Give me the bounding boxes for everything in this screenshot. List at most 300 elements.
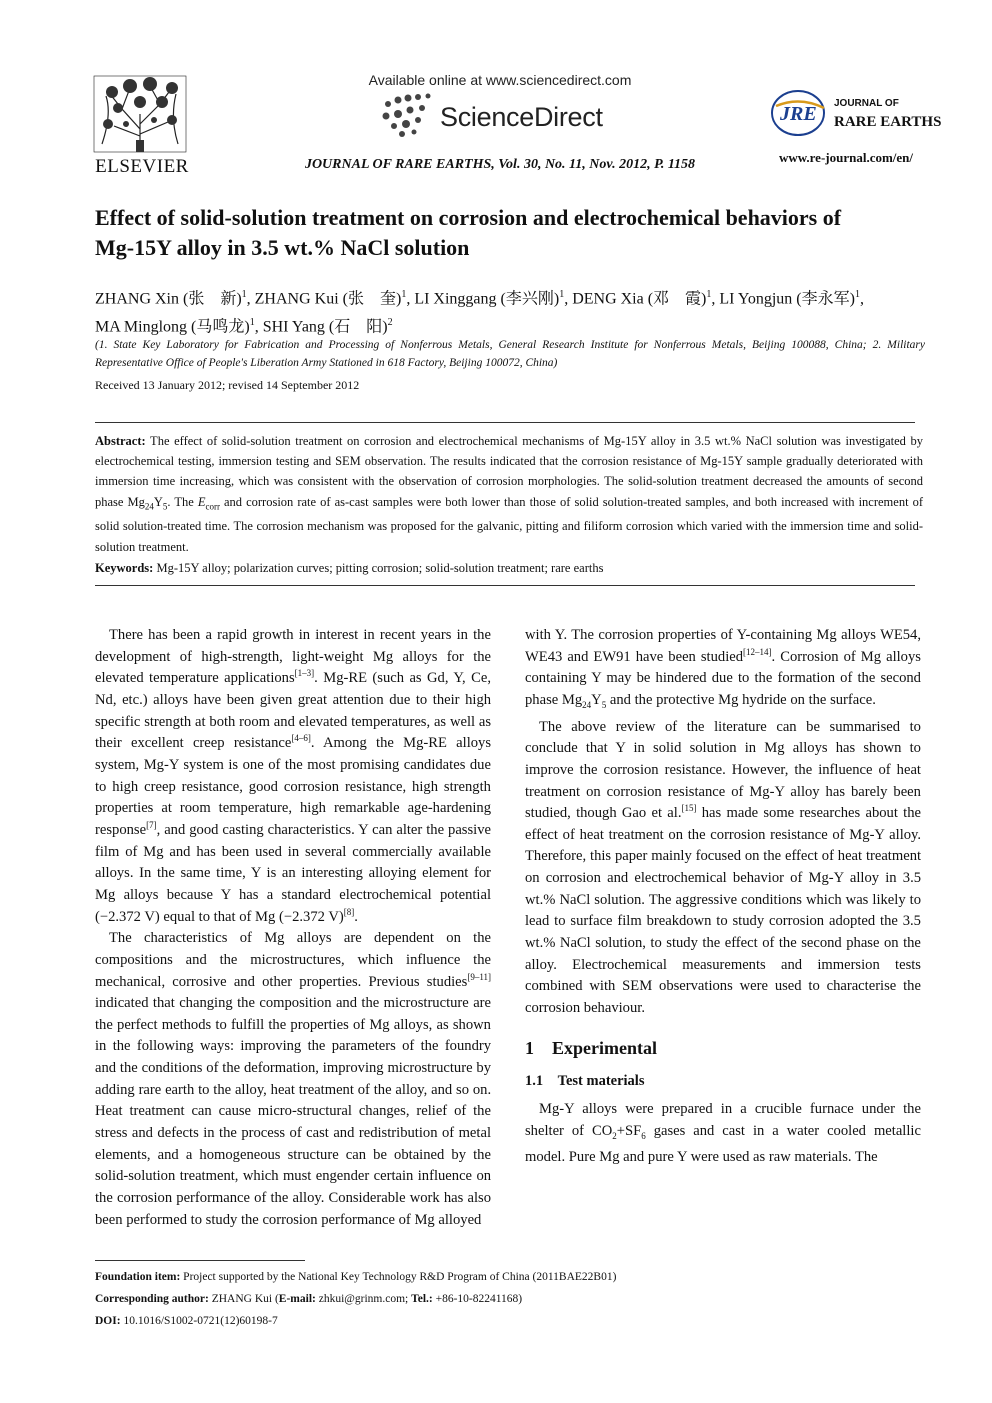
body-text: study <box>205 1211 238 1228</box>
body-text: of <box>720 627 733 643</box>
body-text <box>447 735 456 751</box>
body-text: Mg-Y <box>749 783 785 800</box>
body-text: good <box>248 778 278 795</box>
body-text: cause <box>218 1103 252 1120</box>
body-text: treatment <box>608 826 664 843</box>
body-paragraph <box>525 1099 921 1169</box>
body-text: about <box>865 805 898 822</box>
body-text <box>227 930 239 946</box>
body-text: et <box>651 805 663 822</box>
body-text: performance <box>176 1190 251 1207</box>
body-text: alloys <box>886 648 921 665</box>
body-text: obtained <box>394 1146 445 1163</box>
body-text: and <box>273 713 295 730</box>
body-text: the <box>222 1060 241 1077</box>
body-text: in <box>744 740 757 757</box>
body-text: lead <box>525 913 550 930</box>
body-text: fulfill <box>230 1016 265 1033</box>
body-text: mechanical, <box>95 973 166 990</box>
body-text <box>400 800 408 816</box>
body-text: water <box>786 1122 820 1139</box>
body-text <box>345 952 358 968</box>
body-text <box>681 740 689 756</box>
body-text: The <box>648 891 672 908</box>
body-text: V) <box>144 908 160 925</box>
body-text: the <box>778 935 797 952</box>
body-text: creep <box>192 735 225 752</box>
body-text: were <box>625 1101 654 1118</box>
body-text: homogeneous <box>199 1146 281 1163</box>
body-text: by <box>476 1060 491 1077</box>
body-text: well <box>449 713 476 730</box>
author-affiliation-marker: 2 <box>387 317 393 329</box>
body-text <box>768 978 775 994</box>
body-text: properties <box>95 800 154 817</box>
body-text <box>367 735 376 751</box>
body-text: an <box>281 865 296 882</box>
footnote-text: +86-10-82241168) <box>432 1293 523 1305</box>
body-text: room <box>179 800 211 817</box>
body-text: influence <box>406 951 461 968</box>
body-text: corrosive <box>172 973 227 990</box>
body-text: Mg-Y <box>143 756 179 773</box>
body-text: The <box>539 718 562 735</box>
keywords <box>95 561 923 576</box>
body-text <box>326 800 334 816</box>
body-text: phase <box>525 691 559 708</box>
body-text <box>747 1101 755 1117</box>
body-text: SEM <box>622 978 653 995</box>
citation-ref: [4–6] <box>291 733 311 744</box>
body-text: the <box>903 935 921 952</box>
body-text: alloy, <box>395 1081 428 1098</box>
citation-ref: [8] <box>343 906 355 917</box>
body-text: wt.% <box>525 935 556 952</box>
body-text: corrosion <box>606 783 662 800</box>
body-text: resistance, <box>181 778 243 795</box>
footnote-text: ZHANG Kui ( <box>208 1293 279 1305</box>
body-text <box>231 887 239 903</box>
author-affiliation-marker: 1 <box>559 289 565 300</box>
body-text: on <box>446 930 461 947</box>
body-text <box>713 1101 721 1117</box>
body-text: hindered <box>655 670 707 687</box>
body-text: summarised <box>829 718 901 735</box>
doi-link[interactable]: 10.1016/S1002-0721(12)60198-7 <box>120 1315 278 1327</box>
body-text: and <box>169 843 191 860</box>
body-text: +SF <box>616 1122 642 1139</box>
body-text: protective <box>656 691 715 708</box>
body-text: the <box>473 1146 491 1163</box>
body-text <box>179 1147 186 1163</box>
body-text: the <box>857 670 876 687</box>
body-text: of <box>821 848 834 865</box>
author-separator: , <box>254 318 263 336</box>
jre-logo-line2: RARE EARTHS <box>834 114 942 130</box>
body-text: same <box>180 865 211 882</box>
body-text: The <box>854 1149 878 1166</box>
divider <box>95 422 915 423</box>
subsection-heading: 1.1 Test materials <box>525 1073 645 1090</box>
body-text: the <box>240 1211 259 1228</box>
body-text: of <box>832 826 845 843</box>
body-text: Therefore, <box>525 848 587 865</box>
body-text: of <box>125 843 138 860</box>
body-text: studied <box>700 648 744 665</box>
body-text <box>557 957 572 973</box>
body-text: Mg <box>414 1211 435 1228</box>
body-text: and <box>567 648 589 665</box>
body-text: alloys <box>582 1101 618 1118</box>
body-text <box>184 735 193 751</box>
body-text: improving <box>240 1038 302 1055</box>
subscript: 5 <box>601 699 607 710</box>
author-list <box>95 283 925 340</box>
body-text: due <box>389 691 411 708</box>
body-text: . <box>771 648 776 665</box>
body-column-right <box>525 625 921 1169</box>
body-text: effect <box>525 826 558 843</box>
body-text: the <box>903 805 922 822</box>
body-text: model. <box>525 1149 566 1166</box>
body-text: age-hardening <box>407 800 492 817</box>
body-text: researches <box>799 805 861 822</box>
body-text <box>645 740 653 756</box>
body-text: as <box>478 713 492 730</box>
body-text: The <box>109 930 132 947</box>
available-online-text: Available online at www.sciencedirect.com <box>368 72 632 88</box>
body-text <box>364 649 373 665</box>
body-text: effect <box>784 848 818 865</box>
body-text: corrosion <box>710 826 766 843</box>
body-text: of <box>402 1038 415 1055</box>
body-text: of <box>454 1103 467 1120</box>
body-text: studies <box>426 973 468 990</box>
body-text: resistance. <box>664 761 726 778</box>
body-text: treatment, <box>179 1168 239 1185</box>
body-text <box>192 649 201 665</box>
body-paragraph <box>95 625 491 928</box>
body-text: prepared <box>661 1101 713 1118</box>
body-text: though <box>576 805 617 822</box>
body-text: Mg <box>372 648 394 665</box>
body-text: raw <box>768 1149 791 1166</box>
body-text <box>273 887 281 903</box>
body-text <box>900 719 910 735</box>
body-text: corrosion <box>117 1190 173 1207</box>
body-text: has <box>835 740 856 757</box>
body-text: alloyed <box>438 1211 482 1228</box>
body-text: . <box>314 670 318 687</box>
body-text: specific <box>95 713 141 730</box>
citation-ref: [1–3] <box>294 668 315 679</box>
body-text <box>420 974 427 990</box>
body-text: the <box>426 821 445 838</box>
body-text <box>464 649 473 665</box>
body-text: (such <box>372 670 405 687</box>
body-text: changing <box>179 995 233 1012</box>
body-text: because <box>166 886 213 903</box>
body-text: alloys <box>123 886 159 903</box>
body-text: elements, <box>95 1146 151 1163</box>
body-text <box>151 1147 158 1163</box>
body-text <box>252 930 264 946</box>
body-text <box>737 740 745 756</box>
body-text: Y <box>591 670 602 687</box>
body-text: solution <box>689 740 737 757</box>
body-text: high-strength, <box>201 648 283 665</box>
body-text: attention <box>332 691 384 708</box>
body-text: a <box>185 1146 193 1163</box>
abstract-text: . The <box>167 494 198 509</box>
body-text: have <box>193 691 222 708</box>
body-text: deformation, <box>243 1060 319 1077</box>
body-text: which <box>242 1168 279 1185</box>
body-text: the <box>473 930 491 947</box>
body-text: Mg-Y <box>849 826 885 843</box>
body-text <box>207 952 220 968</box>
author-name: MA Minglong (马鸣龙) <box>95 318 250 336</box>
body-text: the <box>361 995 380 1012</box>
body-text: certain <box>373 1168 414 1185</box>
body-text: corrosion <box>283 778 340 795</box>
body-text: and <box>185 951 207 968</box>
body-text <box>122 735 131 751</box>
body-text: of <box>571 1122 585 1139</box>
body-text <box>115 887 123 903</box>
body-text: shown <box>452 1016 491 1033</box>
body-text: heat <box>579 826 604 843</box>
body-text: Y <box>615 740 626 757</box>
body-text: light-weight <box>292 648 364 665</box>
body-text: redistribution <box>358 1125 438 1142</box>
body-text <box>667 957 682 973</box>
body-text: properties. <box>299 973 362 990</box>
body-text: Heat <box>95 1103 123 1120</box>
body-text: Considerable <box>328 1190 406 1207</box>
body-text <box>646 1123 654 1139</box>
body-text: influence <box>417 1168 473 1185</box>
body-text: measurements <box>682 956 766 973</box>
author-separator: , <box>406 290 415 308</box>
body-text: Mg <box>718 691 739 708</box>
body-text: growth <box>252 627 294 643</box>
body-text: treatment <box>298 1081 354 1098</box>
body-text: second <box>880 670 921 687</box>
body-text <box>819 1123 827 1139</box>
keywords-label: Keywords: <box>95 561 154 575</box>
body-text: of <box>268 756 281 773</box>
body-text: paper <box>614 848 648 865</box>
body-text <box>172 800 180 816</box>
body-text: metal <box>458 1125 491 1142</box>
author-affiliation-marker: 1 <box>401 289 407 300</box>
author-name: LI Xinggang (李兴刚) <box>414 290 560 308</box>
body-text: years <box>420 627 452 643</box>
body-text <box>170 649 179 665</box>
body-text: following <box>136 1038 194 1055</box>
body-text: characteristics. <box>267 821 355 838</box>
body-text: treatment <box>865 848 922 865</box>
journal-url[interactable]: www.re-journal.com/en/ <box>778 150 914 165</box>
body-text: alloys <box>296 930 332 947</box>
body-text: the <box>473 648 492 665</box>
abstract <box>95 431 923 557</box>
body-text: dependent <box>374 930 434 947</box>
body-text: as <box>409 670 422 687</box>
body-text: some <box>763 805 795 822</box>
body-text: characterise <box>826 978 897 995</box>
body-text: tests <box>895 956 921 973</box>
body-text <box>212 1103 219 1119</box>
body-text: Y-containing <box>736 627 812 643</box>
body-text: casting <box>222 821 264 838</box>
ecorr-symbol: E <box>197 494 206 509</box>
body-text: corrosion <box>262 1211 318 1228</box>
body-text: treatment <box>525 783 581 800</box>
body-text: Y <box>591 691 602 708</box>
body-text: under <box>861 1101 895 1118</box>
author-name: ZHANG Kui (张 奎) <box>254 290 402 308</box>
body-text: parameters <box>331 1038 396 1055</box>
body-text: time, <box>216 865 246 882</box>
body-text: cooled <box>827 1122 866 1139</box>
body-text: Mg-RE <box>323 670 367 687</box>
footnote-label: Foundation item: <box>95 1271 181 1283</box>
body-text: the <box>473 1103 491 1120</box>
body-text <box>655 719 665 735</box>
body-text: the <box>880 913 898 930</box>
body-text: on <box>744 848 760 865</box>
body-text: formation <box>777 670 836 687</box>
body-text <box>562 719 572 735</box>
body-text: temperature <box>149 670 219 687</box>
body-text: to <box>909 718 921 735</box>
body-text: Mg-Y <box>808 870 844 887</box>
body-text: great <box>297 691 328 708</box>
body-text: al. <box>667 805 682 822</box>
body-text: heat <box>896 761 921 778</box>
body-text: was <box>845 891 869 908</box>
body-text: adding <box>95 1081 135 1098</box>
body-text <box>828 740 836 756</box>
body-text: the <box>903 978 921 995</box>
body-text: alloys <box>841 627 876 643</box>
body-text: a <box>266 886 274 903</box>
body-text: also <box>467 1190 492 1207</box>
body-text: of <box>843 648 856 665</box>
body-text: equal <box>163 908 195 925</box>
body-text: may <box>606 670 632 687</box>
email-link[interactable]: zhkui@grinm.com; <box>315 1293 412 1305</box>
body-text: the <box>686 718 705 735</box>
body-text: of <box>398 1211 411 1228</box>
body-text: a <box>205 627 212 643</box>
body-text: Y. <box>554 627 568 643</box>
body-text: their <box>432 691 460 708</box>
body-text: alloys <box>402 648 438 665</box>
body-text: the <box>579 761 598 778</box>
body-text: metallic <box>873 1122 921 1139</box>
body-text: the <box>634 691 653 708</box>
body-text: on <box>586 783 601 800</box>
body-text <box>460 952 473 968</box>
body-text: has <box>196 843 216 860</box>
body-text: and <box>157 1146 179 1163</box>
body-text: to <box>415 691 428 708</box>
body-text: phase <box>846 935 880 952</box>
abstract-text: The effect of solid-solution treatment on corrosion and electrochemical mechanisms of Mg-15Y alloy in 3.5 wt.% NaCl solution was investigated by electrochemical testing, immersion testing and SEM observation. The results indicated that the corrosion resistance of Mg-15Y sample gradually deteriorated with immersion time increasing, which was consistent with the observation of corrosion morphologies. The solid-solution treatment decreased the amounts of second phase Mg <box>95 434 923 509</box>
foundation-footnote <box>95 1271 616 1283</box>
body-text: Nd, <box>95 691 117 708</box>
body-text: foundry <box>444 1038 492 1055</box>
body-text: resistance <box>770 826 828 843</box>
subscript: 5 <box>162 501 168 512</box>
body-text: second <box>801 935 842 952</box>
body-text: shown <box>863 740 902 757</box>
body-text: recent <box>379 627 416 643</box>
body-text <box>387 1147 394 1163</box>
body-text: the <box>268 1016 287 1033</box>
body-text: Electrochemical <box>572 956 667 973</box>
body-text: element <box>422 865 469 882</box>
corresponding-author-footnote <box>95 1293 522 1305</box>
body-text: composition <box>259 995 332 1012</box>
body-text: can <box>372 821 393 838</box>
body-text: and <box>164 821 186 838</box>
body-text: The <box>571 627 594 643</box>
body-text: high <box>112 778 139 795</box>
body-text: solution. <box>594 891 645 908</box>
abstract-text: Y <box>153 494 163 509</box>
body-text: the <box>763 848 782 865</box>
article-title: Effect of solid-solution treatment on corrosion and electrochemical behaviors of Mg-15Y alloy in 3.5 wt.% NaCl solution <box>95 205 842 260</box>
body-text: resistance <box>667 783 726 800</box>
body-text <box>895 1101 903 1117</box>
body-text: electrochemical <box>634 870 727 887</box>
body-text: behavior <box>732 870 784 887</box>
body-text: 3.5 <box>902 870 922 887</box>
body-text: solution, <box>595 935 646 952</box>
body-text: NaCl <box>559 935 591 952</box>
body-text: to <box>198 1081 210 1098</box>
body-text: the <box>376 735 394 752</box>
body-text: were <box>690 1149 719 1166</box>
body-text: that <box>152 995 175 1012</box>
body-text: to <box>909 740 921 757</box>
doi-label: DOI: <box>95 1315 121 1327</box>
tel-label: Tel.: <box>411 1293 433 1305</box>
body-text: good <box>189 821 219 838</box>
body-text: above <box>571 718 607 735</box>
body-text: in <box>203 1125 215 1142</box>
body-text: used <box>255 843 282 860</box>
body-text <box>292 800 300 816</box>
body-text: made <box>726 805 759 822</box>
body-text: Corrosion <box>780 648 839 665</box>
body-text: been <box>226 691 255 708</box>
body-text: most <box>307 756 336 773</box>
body-text: the <box>808 691 827 708</box>
body-text: for <box>446 648 464 665</box>
body-text: interesting <box>301 865 363 882</box>
body-text: resistance <box>233 735 292 752</box>
body-text: of <box>731 783 744 800</box>
body-text: and <box>131 1125 153 1142</box>
body-text: that <box>213 908 236 925</box>
body-text: alloy, <box>234 1081 267 1098</box>
body-text: is <box>266 865 277 882</box>
